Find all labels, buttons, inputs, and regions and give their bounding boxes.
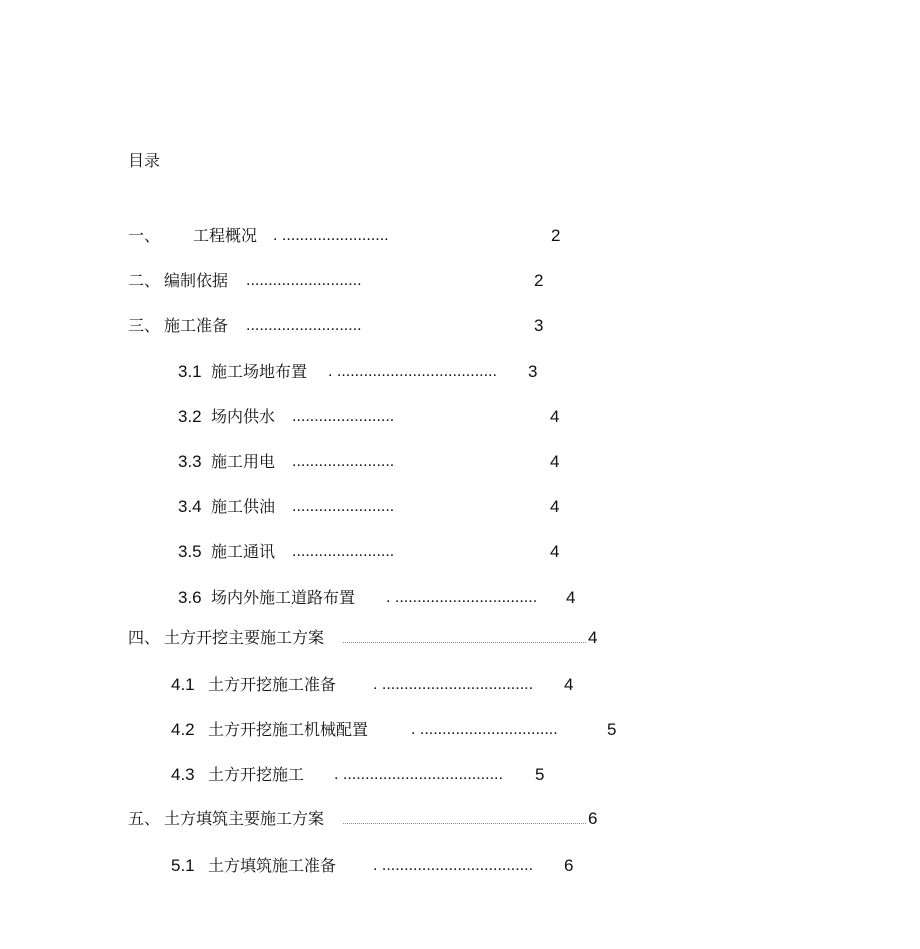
toc-page-number: 4 [550, 407, 560, 426]
toc-subentry[interactable] [178, 406, 598, 428]
toc-section-number: 4.3 [171, 765, 195, 784]
toc-leader: . .................................. [373, 676, 534, 693]
toc-subentry[interactable] [178, 451, 598, 473]
toc-section-number: 5.1 [171, 856, 195, 875]
toc-section-number: 3.4 [178, 497, 202, 516]
toc-marker: 一、 [128, 226, 161, 245]
toc-section-number: 3.3 [178, 452, 202, 471]
toc-leader: ....................... [292, 543, 395, 560]
toc-leader: ....................... [292, 453, 395, 470]
toc-page-number: 4 [588, 628, 598, 647]
toc-marker: 四、 [128, 628, 161, 647]
toc-label: 施工准备 [164, 316, 229, 335]
toc-label: 土方填筑施工准备 [208, 856, 337, 875]
toc-page-number: 2 [551, 226, 561, 245]
toc-leader: . .................................... [328, 363, 497, 380]
toc-entry[interactable] [128, 225, 588, 247]
toc-leader: . .................................. [373, 857, 534, 874]
toc-entry[interactable] [128, 315, 588, 337]
toc-subentry[interactable] [178, 541, 598, 563]
toc-entry[interactable] [128, 627, 608, 649]
toc-label: 场内外施工道路布置 [211, 588, 356, 607]
toc-entry[interactable] [128, 270, 588, 292]
toc-leader: . ........................ [273, 227, 389, 244]
toc-label: 施工用电 [211, 452, 276, 471]
toc-leader: ....................... [292, 498, 395, 515]
toc-leader: . ................................ [386, 589, 538, 606]
toc-label: 土方开挖施工准备 [208, 675, 337, 694]
toc-section-number: 3.2 [178, 407, 202, 426]
toc-marker: 五、 [128, 809, 161, 828]
toc-page-number: 6 [588, 809, 598, 828]
toc-label: 施工场地布置 [211, 362, 308, 381]
toc-subentry[interactable] [171, 855, 621, 877]
toc-marker: 三、 [128, 316, 161, 335]
toc-page-number: 2 [534, 271, 544, 290]
toc-dotted-leader [343, 823, 586, 824]
toc-page-number: 4 [550, 497, 560, 516]
toc-label: 工程概况 [193, 226, 258, 245]
toc-page-number: 4 [550, 452, 560, 471]
toc-leader: . ............................... [411, 721, 558, 738]
toc-title: 目录 [128, 151, 161, 170]
toc-label: 编制依据 [164, 271, 229, 290]
toc-label: 土方开挖主要施工方案 [164, 628, 325, 647]
toc-label: 土方开挖施工 [208, 765, 305, 784]
toc-dotted-leader [343, 642, 586, 643]
toc-subentry[interactable] [178, 587, 598, 609]
toc-page-number: 4 [550, 542, 560, 561]
toc-page-number: 3 [528, 362, 538, 381]
toc-page-number: 3 [534, 316, 544, 335]
toc-section-number: 4.2 [171, 720, 195, 739]
toc-section-number: 4.1 [171, 675, 195, 694]
toc-marker: 二、 [128, 271, 161, 290]
toc-subentry[interactable] [171, 764, 621, 786]
toc-entry[interactable] [128, 808, 608, 830]
toc-page-number: 4 [564, 675, 574, 694]
toc-label: 场内供水 [211, 407, 276, 426]
toc-label: 土方填筑主要施工方案 [164, 809, 325, 828]
toc-label: 土方开挖施工机械配置 [208, 720, 369, 739]
toc-page-number: 4 [566, 588, 576, 607]
toc-subentry[interactable] [178, 496, 598, 518]
toc-leader: ....................... [292, 408, 395, 425]
toc-label: 施工供油 [211, 497, 276, 516]
toc-subentry[interactable] [178, 361, 598, 383]
toc-page-number: 6 [564, 856, 574, 875]
toc-page-number: 5 [535, 765, 545, 784]
toc-leader: .......................... [246, 317, 362, 334]
toc-section-number: 3.1 [178, 362, 202, 381]
toc-section-number: 3.6 [178, 588, 202, 607]
toc-section-number: 3.5 [178, 542, 202, 561]
toc-subentry[interactable] [171, 719, 631, 741]
toc-leader: . .................................... [334, 766, 503, 783]
toc-subentry[interactable] [171, 674, 621, 696]
toc-label: 施工通讯 [211, 542, 276, 561]
toc-page-number: 5 [607, 720, 617, 739]
toc-leader: .......................... [246, 272, 362, 289]
